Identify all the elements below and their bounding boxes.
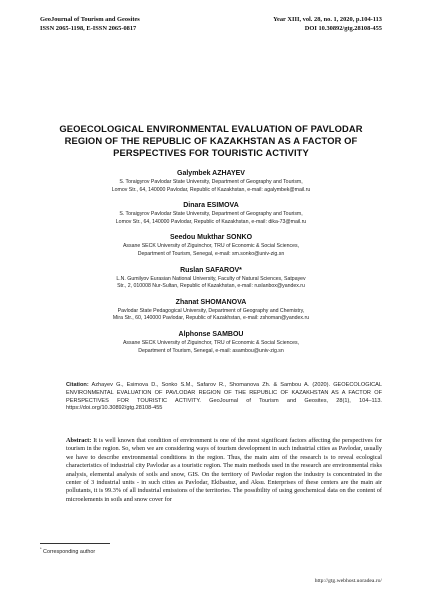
journal-name: GeoJournal of Tourism and Geosites bbox=[40, 16, 140, 23]
citation-text: Azhayev G., Esimova D., Sonko S.M., Safarov R., Shomanova Zh. & Sambou A. (2020). GEOECOLOGICAL ENVIRONMENTAL EVALUATION OF PAVLODAR REGION OF THE REPUBLIC OF KAZAKHSTAN AS A FACTOR OF PERSPECTIVES FOR TOURISTIC ACTIVITY. GeoJournal of Tourism and Geosites, 28(1), 104–113. https://doi.org/10.30892/gtg.28108-455 bbox=[66, 382, 382, 412]
citation-label: Citation: bbox=[66, 382, 89, 388]
author-name: Dinara ESIMOVA bbox=[183, 202, 239, 210]
author-name: Galymbek AZHAYEV bbox=[177, 170, 245, 177]
citation-block bbox=[66, 382, 382, 413]
author-block bbox=[50, 297, 372, 323]
author-address: Str., 2, 010008 Nur-Sultan, Republic of Kazakhstan, e-mail: ruslanbox@yandex.ru bbox=[117, 283, 305, 290]
author-block bbox=[50, 265, 372, 291]
issue-doi: DOI 10.30892/gtg.28108-455 bbox=[304, 25, 382, 32]
issue-volume: Year XIII, vol. 28, no. 1, 2020, p.104-113 bbox=[273, 16, 382, 23]
paper-title: GEOECOLOGICAL ENVIRONMENTAL EVALUATION OF PAVLODAR REGION OF THE REPUBLIC OF KAZAKHSTAN AS A FACTOR OF PERSPECTIVES FOR TOURISTIC ACTIVITY bbox=[59, 123, 363, 158]
journal-issn: ISSN 2065-1198, E-ISSN 2065-0817 bbox=[40, 25, 137, 32]
author-affiliation: Pavlodar State Pedagogical University, Department of Geography and Chemistry, bbox=[117, 307, 305, 314]
footnote-divider bbox=[40, 543, 110, 544]
abstract-label: Abstract: bbox=[66, 437, 92, 444]
author-affiliation: S. Toraigyrov Pavlodar State University, Department of Geography and Tourism, bbox=[119, 211, 303, 218]
issue-info bbox=[273, 15, 382, 33]
author-name: Ruslan SAFAROV* bbox=[180, 266, 242, 274]
author-affiliation: L.N. Gumilyov Eurasian National University, Faculty of Natural Sciences, Satpayev bbox=[116, 275, 306, 282]
author-address: Department of Tourism, Senegal, e-mail: sm.sonko@univ-zig.sn bbox=[137, 250, 285, 257]
author-block bbox=[50, 168, 372, 194]
page-header bbox=[40, 15, 382, 45]
author-block bbox=[50, 200, 372, 226]
author-affiliation: S. Toraigyrov Pavlodar State University, Department of Geography and Tourism, bbox=[119, 179, 303, 185]
author-name: Zhanat SHOMANOVA bbox=[175, 298, 247, 306]
author-address: Lomov Str., 64, 140000 Pavlodar, Republic of Kazakhstan, e-mail: dika-73@mail.ru bbox=[115, 218, 307, 225]
author-address: Mira Str., 60, 140000 Pavlodar, Republic of Kazakhstan, e-mail: zshoman@yandex.ru bbox=[112, 315, 310, 322]
footnote-text: Corresponding author bbox=[41, 548, 96, 555]
abstract-block bbox=[66, 437, 382, 504]
abstract-text: It is well known that condition of environment is one of the most significant factors affecting the perspectives for tourism in the region. So, when we are considering ways of tourism development in such industrial cities as Pavlodar, usually we have to describe environmental conditions in the region. Thus, the main aim of the research is to reveal ecological characteristics of industrial city Pavlodar as a touristic region. The main methods used in the research are environmental risks analysis, elemental analysis of soils and snow, GIS. On the territory of Pavlodar region the industry is concentrated in the center of 3 industrial units - in such cities as Pavlodar, Ekibastuz, and Aksu. Enterprises of these centers are the main air pollutants, it is 99.3% of all industrial emissions of the territories. The possibility of using geochemical data on the content of microelements in soils and snow cover for bbox=[66, 437, 382, 503]
author-list bbox=[50, 168, 372, 361]
footnote-mark: * bbox=[40, 546, 42, 551]
author-name: Seedou Mukthar SONKO bbox=[169, 234, 253, 242]
author-block bbox=[50, 329, 372, 355]
author-address: Department of Tourism, Senegal, e-mail: asambou@univ-zig.sn bbox=[138, 347, 284, 354]
footnote bbox=[40, 546, 95, 555]
author-address: Lomov Str., 64, 140000 Pavlodar, Republic of Kazakhstan, e-mail: agalymbek@mail.ru bbox=[111, 186, 311, 193]
journal-info bbox=[40, 15, 140, 33]
author-affiliation: Assane SECK University of Ziguinchor, TRU of Economic & Social Sciences, bbox=[122, 339, 300, 346]
author-block bbox=[50, 232, 372, 258]
author-name: Alphonse SAMBOU bbox=[178, 330, 244, 338]
journal-website-link[interactable]: http://gtg.webhost.uoradea.ro/ bbox=[314, 578, 382, 584]
author-affiliation: Assane SECK University of Ziguinchor, TRU of Economic & Social Sciences, bbox=[122, 243, 300, 250]
